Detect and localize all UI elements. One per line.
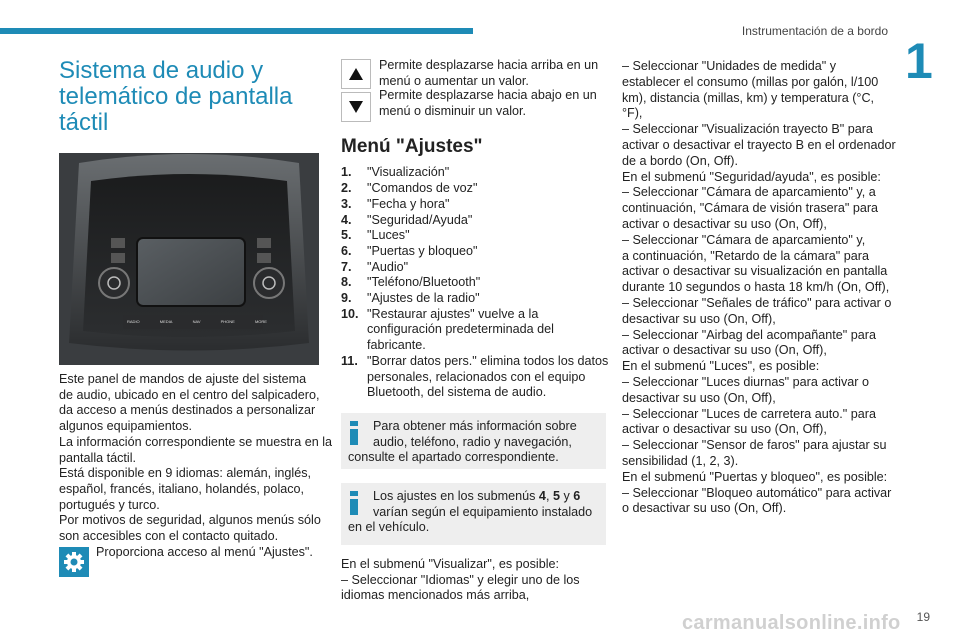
list-item: 3. "Fecha y hora" [341,196,450,211]
info-icon [348,421,360,445]
text-line: Está disponible en 9 idiomas: alemán, inglés, [59,466,312,481]
panel-button-nav: NAV [192,319,201,324]
list-item: 10. "Restaurar ajustes" vuelve a la configuración predeterminada del fabricante. [341,306,554,353]
text-line: Por motivos de seguridad, algunos menús sólo [59,513,321,528]
text-line: Este panel de mandos de ajuste del sistema [59,372,307,386]
text-line: °F), [622,106,643,121]
text-line: a continuación, "Retardo de la cámara" para [622,248,869,263]
radio-panel-illustration [59,153,319,365]
text-line: de audio, ubicado en el centro del salpicadero, [59,387,320,402]
settings-row [59,544,324,577]
list-item: 11. "Borrar datos pers." elimina todos los datos personales, relacionados con el equipo Bluetooth, del sistema de audio. [341,353,609,400]
arrow-up-icon [341,59,371,89]
text-line: Permite desplazarse hacia arriba en un [379,58,599,72]
text-line: – Seleccionar "Cámara de aparcamiento" y, a [622,185,876,200]
text-line: durante 10 segundos o hasta 18 km/h (On, Off), [622,280,890,295]
text-line: – Seleccionar "Unidades de medida" y [622,59,837,73]
panel-button-media: MEDIA [159,319,173,324]
scroll-up-row [341,59,606,89]
text-line: – Seleccionar "Airbag del acompañante" para [622,327,876,342]
list-item: 1. "Visualización" [341,165,450,180]
arrow-down-icon [341,92,371,122]
text-line: menú o aumentar un valor. [379,73,529,88]
text-line: En el submenú "Puertas y bloqueo", es posible: [622,469,888,484]
info-note-more [341,413,606,469]
column-3 [622,59,896,517]
chapter-number: 1 [905,33,933,89]
settings-menu-list [341,165,609,401]
text-line: En el submenú "Seguridad/ayuda", es posible: [622,169,881,184]
text-line: sensibilidad (1, 2, 3). [622,453,739,468]
settings-description: Proporciona acceso al menú "Ajustes". [96,544,313,559]
page-number: 19 [916,610,930,624]
text-line: – Seleccionar "Visualización trayecto B" para [622,122,873,137]
text-line: – Seleccionar "Luces diurnas" para activar o [622,374,869,389]
text-line: – Seleccionar "Idiomas" y elegir uno de los [341,572,580,587]
list-item: 4. "Seguridad/Ayuda" [341,212,473,227]
text-line: o desactivar su uso (On, Off). [622,501,787,516]
text-line: de a bordo (On, Off). [622,153,738,168]
text-line: activar o desactivar el trayecto B en el ordenador [622,137,896,152]
text-line: consulte el apartado correspondiente. [348,450,559,465]
text-line: da acceso a menús destinados a personalizar [59,403,316,418]
text-line: – Seleccionar "Luces de carretera auto." para [622,406,876,421]
text-line: pantalla táctil. [59,450,137,465]
text-line: activar o desactivar su visualización en pantalla [622,264,888,279]
text-line: activar o desactivar su uso (On, Off), [622,216,827,231]
text-line: km), distancia (millas, km) y temperatura (°C, [622,90,875,105]
text-line: establecer el consumo (millas por galón, l/100 [622,74,879,89]
scroll-down-row [341,88,606,122]
panel-button-phone: PHONE [220,319,235,324]
text-line: español, francés, italiano, holandés, polaco, [59,481,305,496]
list-item: 9. "Ajustes de la radio" [341,291,480,306]
text-line: En el submenú "Visualizar", es posible: [341,556,560,571]
text-line: en el vehículo. [348,520,430,535]
text-line: menú o disminuir un valor. [379,104,526,119]
text-line: – Seleccionar "Sensor de faros" para ajustar su [622,438,887,453]
list-item: 6. "Puertas y bloqueo" [341,243,478,258]
visualizar-paragraph [341,557,606,604]
text-line: varían según el equipamiento instalado [373,504,593,519]
text-line: algunos equipamientos. [59,419,193,434]
list-item: 7. "Audio" [341,259,409,274]
text-line: desactivar su uso (On, Off), [622,311,776,326]
text-line: continuación, "Cámara de visión trasera" para [622,201,879,216]
section-title: Sistema de audio y telemático de pantalla táctil [59,57,293,136]
text-line: audio, teléfono, radio y navegación, [373,434,572,449]
text-line: desactivar su uso (On, Off), [622,390,776,405]
list-item: 8. "Teléfono/Bluetooth" [341,275,481,290]
header-accent-bar [0,28,473,34]
text-line: activar o desactivar su uso (On, Off), [622,422,827,437]
text-line: En el submenú "Luces", es posible: [622,359,820,374]
text-line: Los ajustes en los submenús 4, 5 y 6 [373,488,581,503]
info-note-submenus [341,483,606,545]
panel-button-more: MORE [254,319,267,324]
text-line: Para obtener más información sobre [373,418,577,433]
text-line: – Seleccionar "Señales de tráfico" para activar o [622,295,892,310]
text-line: son accesibles con el contacto quitado. [59,529,279,544]
list-item: 5. "Luces" [341,228,410,243]
text-line: portugués y turco. [59,497,160,512]
text-line: activar o desactivar su uso (On, Off), [622,343,827,358]
header-title: Instrumentación de a bordo [741,24,888,38]
text-line: idiomas mencionados más arriba, [341,588,530,603]
info-icon [348,491,360,515]
text-line: – Seleccionar "Bloqueo automático" para activar [622,485,892,500]
settings-gear-icon [59,547,89,577]
panel-button-radio: RADIO [127,319,140,324]
intro-paragraph [59,372,333,545]
radio-panel-photo [59,153,319,365]
watermark: carmanualsonline.info [682,612,901,634]
list-item: 2. "Comandos de voz" [341,181,478,196]
text-line: – Seleccionar "Cámara de aparcamiento" y, [622,232,866,247]
text-line: La información correspondiente se muestra en la [59,434,333,449]
menu-title: Menú "Ajustes" [341,136,483,158]
column-2 [341,58,609,604]
text-line: Permite desplazarse hacia abajo en un [379,88,597,103]
column-1 [59,372,333,577]
